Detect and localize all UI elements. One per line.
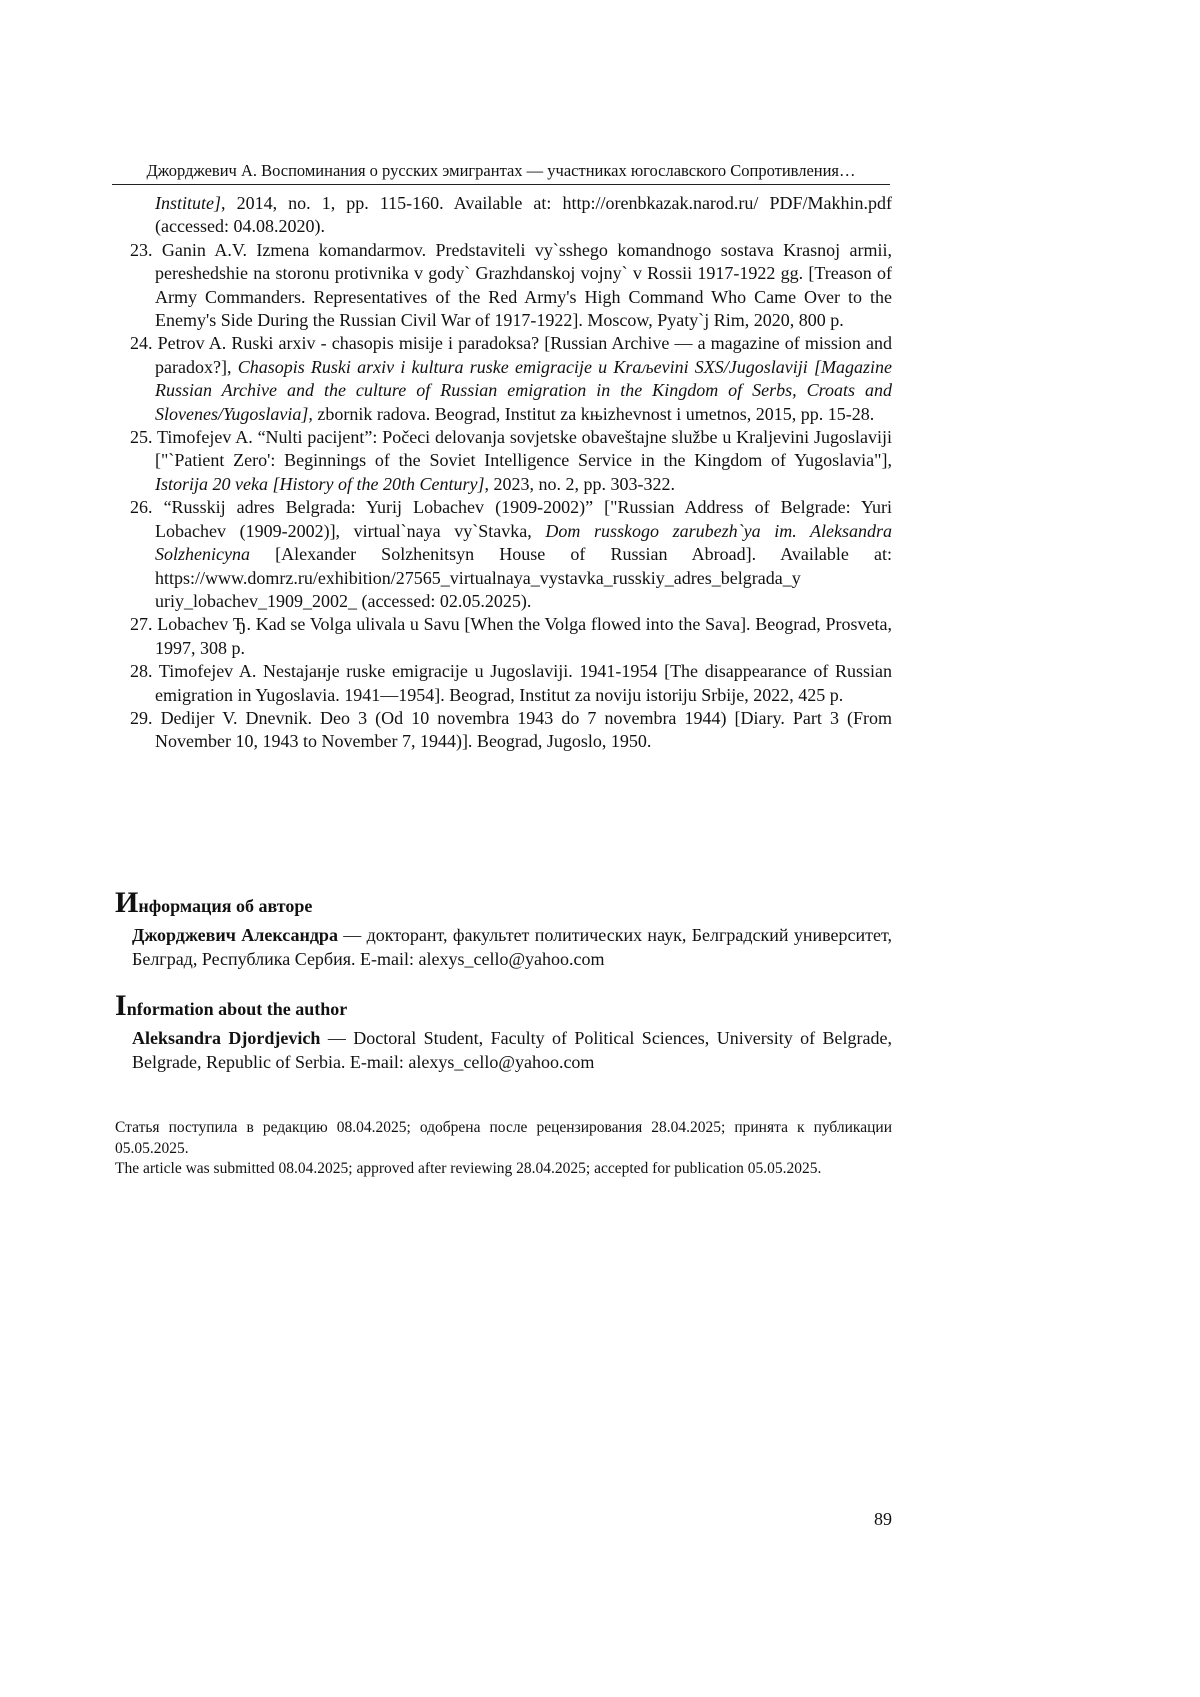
author-info-ru-text xyxy=(132,923,892,971)
reference-italic-text: Dom russkogo zarubezh`ya im. Ale­ksandra Solzhenicyna xyxy=(155,521,892,564)
reference-italic-text: Istorija 20 veka [History of the 20th Century] xyxy=(155,474,484,494)
reference-number: 26. xyxy=(130,497,153,517)
reference-text: Lobachev Ђ. Kad se Volga ulivala u Savu [When the Volga flowed into the Sava]. Beo­grad, Prosveta, 1997, 308 p. xyxy=(155,614,892,657)
reference-text: “Russkij adres Belgrada: Yurij Lobachev (1909-2002)” ["Russian Address of Belgrade: Yuri Lobachev (1909-2002)], virtual`naya vy`Stavka, xyxy=(155,497,892,540)
reference-text: [Alexander Solzhenitsyn House of Russian Abroad]. Available at: https://www.domrz.ru/exhibition/27565_virtualnaya_vystavka_russkiy_adres_belgrada_y uriy_lobachev_1909_2002_ (accessed: 02.05.2025). xyxy=(155,544,892,611)
reference-number: 24. xyxy=(130,333,153,353)
author-info-ru-heading xyxy=(115,890,892,919)
page-number: 89 xyxy=(860,1508,892,1530)
reference-text: Timofejev A. Nestajaнје ruske emigracije u Jugoslaviji. 1941-1954 [The disappearance of Russian emigration in Yugoslavia. 1941—1954]. Beograd, Institut za noviju istoriju Srbije, 2022, 425 p. xyxy=(155,661,892,704)
heading-rest: нформация об авторе xyxy=(138,896,312,916)
reference-number: 29. xyxy=(130,708,153,728)
article-dates xyxy=(115,1118,892,1180)
reference-number: 23. xyxy=(130,240,153,260)
reference-text: Petrov A. Ruski arxiv - chasopis misije i paradoksa? [Russian Archive — a magazine of mission and paradox?], xyxy=(155,333,892,376)
reference-number: 25. xyxy=(130,427,153,447)
running-head: Джорджевич А. Воспоминания о русских эмигрантах — участниках югославского Сопротивления… xyxy=(112,160,890,185)
reference-item xyxy=(130,613,892,660)
article-dates-ru: Статья поступила в редакцию 08.04.2025; одобрена после рецензирования 28.04.2025; принята к публикации 05.05.2025. xyxy=(115,1118,892,1159)
author-name: Джорджевич Александра xyxy=(132,925,338,945)
reference-number: 28. xyxy=(130,661,153,681)
author-description: — Doctoral Student, Faculty of Political Sciences, University of Belgrade, Belgrade, Republic of Serbia. E-mail: alexys_cello@yahoo.com xyxy=(132,1028,892,1072)
heading-initial: I xyxy=(115,989,127,1022)
reference-text: Dedijer V. Dnevnik. Deo 3 (Od 10 novembra 1943 do 7 novembra 1944) [Diary. Part 3 (From November 10, 1943 to November 7, 1944)]. Beograd, Jugoslo, 1950. xyxy=(155,708,892,751)
heading-rest: nformation about the author xyxy=(127,999,348,1019)
article-dates-en: The article was submitted 08.04.2025; approved after reviewing 28.04.2025; accepted for publication 05.05.2025. xyxy=(115,1159,892,1180)
reference-text: Ganin A.V. Izmena komandarmov. Predstaviteli vy`sshego komandnogo sostava Krasnoj armii, pereshedshie na storonu protivnika v gody` Grazhdanskoj vojny` v Rossii 1917-1922 gg. [Treason of Army Commanders. Representatives of the Red Army's High Com­mand Who Came Over to the Enemy's Side During the Russian Civil War of 1917-1922]. Moscow, Pyaty`j Rim, 2020, 800 p. xyxy=(155,240,892,330)
reference-italic-text: Chasopis Ruski arxiv i kultura ruske emigracije u Kraљevini SXS/Jugoslaviji [Magazine Russian Archive and the culture of Russian emigration in the Kingdom of Serbs, Croats and Slovenes/Yugoslavia], xyxy=(155,357,892,424)
reference-item xyxy=(130,707,892,754)
heading-initial: И xyxy=(115,886,138,919)
reference-text: , 2014, no. 1, pp. 115-160. Available at: http://orenbkazak.narod.ru/ PDF/Makhin.pdf (accessed: 04.08.2020). xyxy=(155,193,892,236)
author-info-en-heading xyxy=(115,993,892,1022)
reference-item xyxy=(130,426,892,496)
reference-item xyxy=(130,496,892,613)
author-info-en-text xyxy=(132,1026,892,1074)
reference-text: Timofejev A. “Nulti pacijent”: Počeci delovanja sovjetske obaveštajne službe u Kraljevini Jugoslaviji ["`Patient Zero': Beginnings of the Soviet Intelligence Service in the Kingdom of Yugoslavia"], xyxy=(155,427,892,470)
reference-item xyxy=(130,192,892,239)
reference-list xyxy=(130,192,892,754)
author-name: Aleksandra Djordjevich xyxy=(132,1028,320,1048)
author-description: — докторант, факультет политических наук, Белградский университет, Белград, Республика Сербия. E-mail: alexys_cello@yahoo.com xyxy=(132,925,892,969)
author-info-en xyxy=(115,993,892,1074)
reference-item xyxy=(130,332,892,426)
reference-text: , 2023, no. 2, pp. 303-322. xyxy=(484,474,675,494)
reference-italic-text: Institute] xyxy=(155,193,221,213)
reference-number: 27. xyxy=(130,614,153,634)
reference-text: zbornik radova. Beograd, Institut za kњizhevnost i umetnos, 2015, pp. 15-28. xyxy=(313,404,874,424)
reference-item xyxy=(130,239,892,333)
reference-item xyxy=(130,660,892,707)
author-info-ru xyxy=(115,890,892,971)
